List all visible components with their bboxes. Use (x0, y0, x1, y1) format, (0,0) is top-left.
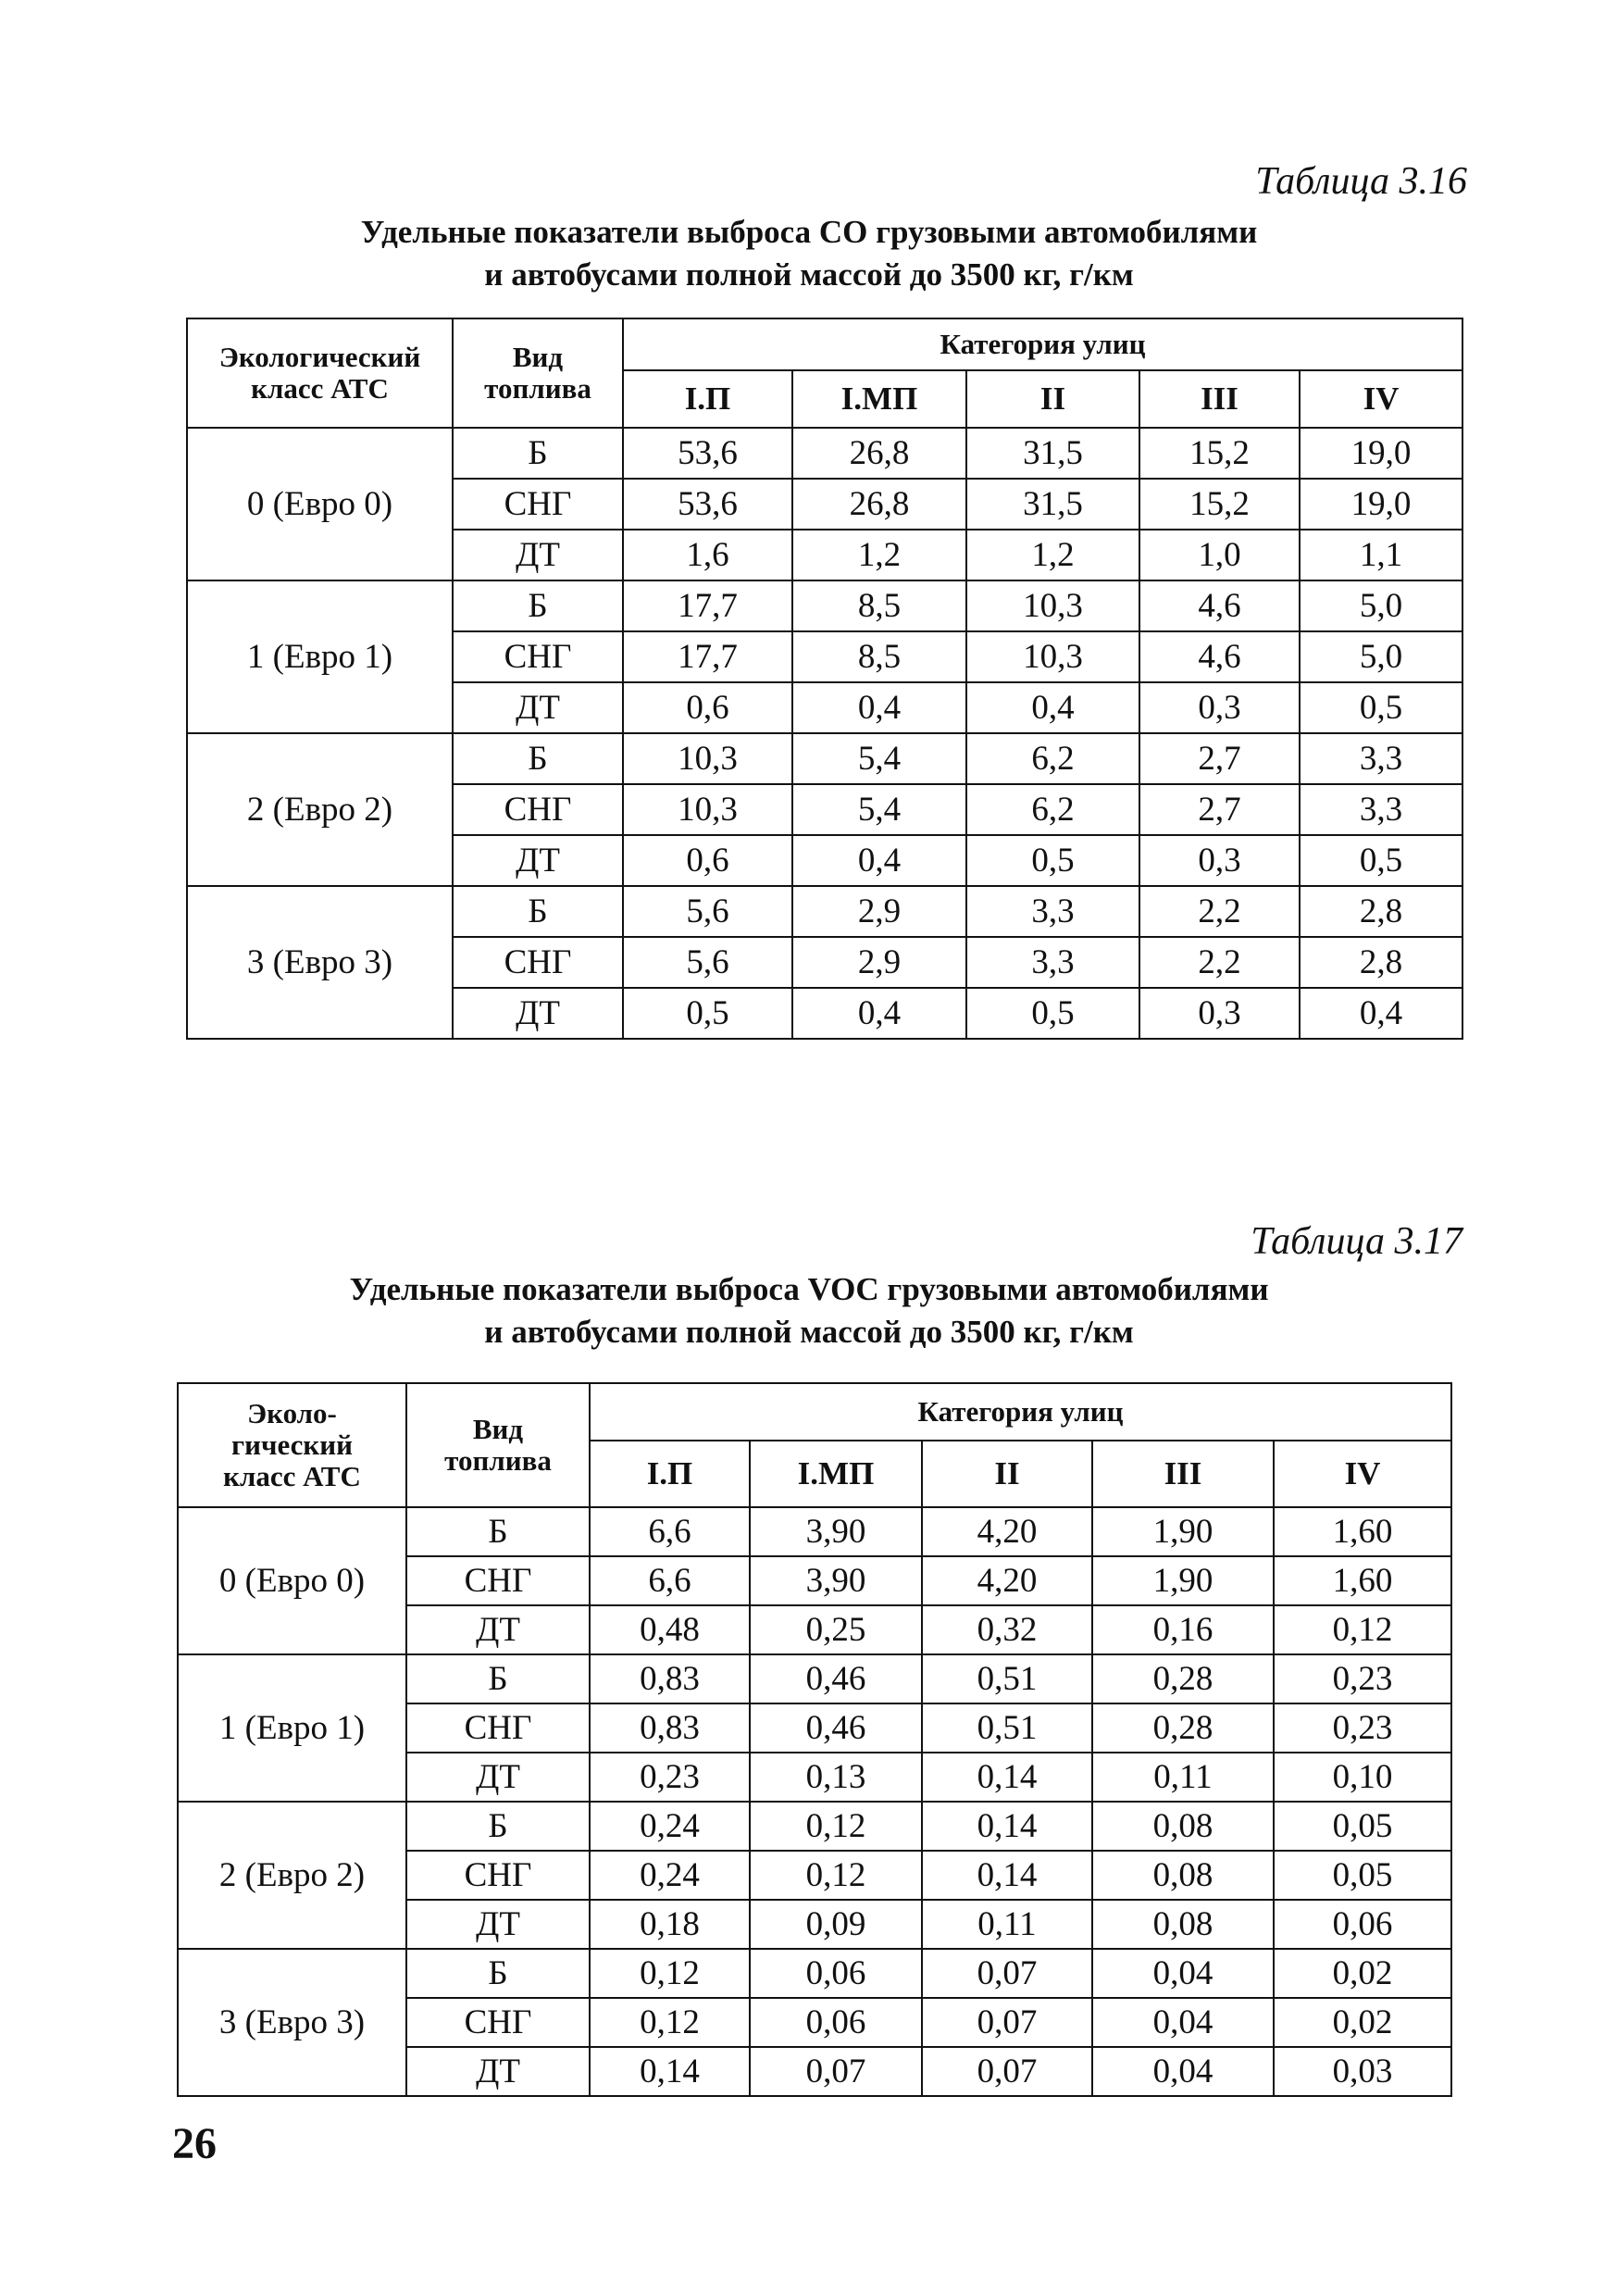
value-cell: 2,8 (1300, 886, 1462, 937)
value-cell: 0,4 (792, 988, 966, 1039)
value-cell: 0,11 (1092, 1753, 1274, 1802)
value-cell: 0,25 (750, 1605, 922, 1654)
fuel-type-cell: Б (453, 886, 623, 937)
eco-class-cell: 3 (Евро 3) (178, 1949, 406, 2096)
value-cell: 0,16 (1092, 1605, 1274, 1654)
value-cell: 0,08 (1092, 1900, 1274, 1949)
fuel-type-cell: СНГ (406, 1703, 590, 1753)
header-eco-class-line: класс АТС (223, 1460, 361, 1492)
value-cell: 6,2 (966, 733, 1139, 784)
fuel-type-cell: СНГ (406, 1998, 590, 2047)
table-title-line: Удельные показатели выброса СО грузовыми автомобилями (360, 214, 1258, 250)
table-body (178, 1507, 1451, 2096)
table-title-line: и автобусами полной массой до 3500 кг, г/км (484, 1314, 1134, 1350)
value-cell: 0,07 (922, 1998, 1092, 2047)
value-cell: 8,5 (792, 631, 966, 682)
table-row (178, 1802, 1451, 1851)
value-cell: 0,08 (1092, 1802, 1274, 1851)
value-cell: 1,0 (1139, 530, 1300, 580)
value-cell: 26,8 (792, 428, 966, 479)
value-cell: 0,13 (750, 1753, 922, 1802)
value-cell: 6,6 (590, 1507, 750, 1556)
fuel-type-cell: ДТ (406, 2047, 590, 2096)
subheader-cell: I.МП (792, 370, 966, 428)
header-eco-class-line: Экологический (218, 341, 421, 373)
value-cell: 0,4 (792, 835, 966, 886)
table-label: Таблица 3.17 (1251, 1220, 1462, 1263)
header-eco-class-line: Эколо- (247, 1397, 337, 1429)
fuel-type-cell: Б (406, 1802, 590, 1851)
value-cell: 0,3 (1139, 988, 1300, 1039)
fuel-type-cell: СНГ (453, 937, 623, 988)
fuel-type-cell: Б (453, 580, 623, 631)
value-cell: 0,05 (1274, 1851, 1451, 1900)
value-cell: 0,12 (750, 1802, 922, 1851)
value-cell: 2,7 (1139, 733, 1300, 784)
value-cell: 0,04 (1092, 1949, 1274, 1998)
header-fuel-type-line: топлива (484, 372, 591, 405)
value-cell: 3,3 (966, 886, 1139, 937)
table-row (187, 428, 1462, 479)
value-cell: 0,24 (590, 1851, 750, 1900)
value-cell: 6,6 (590, 1556, 750, 1605)
value-cell: 0,48 (590, 1605, 750, 1654)
fuel-type-cell: СНГ (406, 1851, 590, 1900)
value-cell: 0,14 (922, 1753, 1092, 1802)
fuel-type-cell: СНГ (453, 479, 623, 530)
value-cell: 1,60 (1274, 1507, 1451, 1556)
value-cell: 4,6 (1139, 580, 1300, 631)
value-cell: 0,06 (750, 1949, 922, 1998)
value-cell: 0,5 (966, 835, 1139, 886)
value-cell: 0,83 (590, 1703, 750, 1753)
header-eco-class (178, 1383, 406, 1507)
value-cell: 15,2 (1139, 428, 1300, 479)
table-title (0, 211, 1618, 296)
value-cell: 15,2 (1139, 479, 1300, 530)
value-cell: 0,3 (1139, 682, 1300, 733)
value-cell: 0,23 (1274, 1654, 1451, 1703)
fuel-type-cell: ДТ (453, 988, 623, 1039)
value-cell: 5,6 (623, 937, 792, 988)
table-row (187, 886, 1462, 937)
value-cell: 10,3 (623, 784, 792, 835)
value-cell: 0,5 (623, 988, 792, 1039)
value-cell: 0,04 (1092, 1998, 1274, 2047)
subheader-cell: I.МП (750, 1441, 922, 1507)
value-cell: 1,90 (1092, 1556, 1274, 1605)
value-cell: 10,3 (966, 631, 1139, 682)
header-eco-class-line: класс АТС (251, 372, 389, 405)
value-cell: 0,06 (1274, 1900, 1451, 1949)
value-cell: 5,4 (792, 733, 966, 784)
value-cell: 0,4 (966, 682, 1139, 733)
value-cell: 1,90 (1092, 1507, 1274, 1556)
value-cell: 19,0 (1300, 428, 1462, 479)
value-cell: 0,12 (750, 1851, 922, 1900)
value-cell: 0,14 (922, 1802, 1092, 1851)
value-cell: 1,2 (792, 530, 966, 580)
value-cell: 0,6 (623, 835, 792, 886)
value-cell: 0,24 (590, 1802, 750, 1851)
subheader-cell: III (1139, 370, 1300, 428)
eco-class-cell: 3 (Евро 3) (187, 886, 453, 1039)
value-cell: 17,7 (623, 631, 792, 682)
fuel-type-cell: Б (406, 1654, 590, 1703)
value-cell: 5,4 (792, 784, 966, 835)
value-cell: 2,9 (792, 937, 966, 988)
value-cell: 2,7 (1139, 784, 1300, 835)
value-cell: 2,8 (1300, 937, 1462, 988)
value-cell: 0,28 (1092, 1654, 1274, 1703)
fuel-type-cell: Б (406, 1507, 590, 1556)
header-fuel-type-line: Вид (472, 1413, 524, 1445)
value-cell: 0,05 (1274, 1802, 1451, 1851)
header-eco-class-line: гический (231, 1429, 353, 1461)
subheader-cell: I.П (623, 370, 792, 428)
value-cell: 17,7 (623, 580, 792, 631)
value-cell: 0,12 (590, 1998, 750, 2047)
table-row (187, 733, 1462, 784)
value-cell: 0,10 (1274, 1753, 1451, 1802)
value-cell: 0,11 (922, 1900, 1092, 1949)
fuel-type-cell: ДТ (406, 1753, 590, 1802)
value-cell: 0,6 (623, 682, 792, 733)
header-fuel-type-line: Вид (512, 341, 564, 373)
header-street-category: Категория улиц (590, 1383, 1451, 1441)
value-cell: 0,28 (1092, 1703, 1274, 1753)
value-cell: 1,6 (623, 530, 792, 580)
value-cell: 5,0 (1300, 580, 1462, 631)
header-fuel-type-line: топлива (444, 1444, 552, 1477)
value-cell: 0,04 (1092, 2047, 1274, 2096)
fuel-type-cell: СНГ (453, 631, 623, 682)
value-cell: 0,32 (922, 1605, 1092, 1654)
fuel-type-cell: Б (453, 733, 623, 784)
value-cell: 31,5 (966, 479, 1139, 530)
table-row (178, 1654, 1451, 1703)
value-cell: 0,09 (750, 1900, 922, 1949)
table-title (0, 1268, 1618, 1354)
value-cell: 0,12 (1274, 1605, 1451, 1654)
value-cell: 0,23 (590, 1753, 750, 1802)
value-cell: 2,2 (1139, 937, 1300, 988)
value-cell: 0,02 (1274, 1998, 1451, 2047)
value-cell: 0,12 (590, 1949, 750, 1998)
value-cell: 0,14 (922, 1851, 1092, 1900)
value-cell: 0,83 (590, 1654, 750, 1703)
value-cell: 0,4 (1300, 988, 1462, 1039)
subheader-cell: I.П (590, 1441, 750, 1507)
value-cell: 4,20 (922, 1507, 1092, 1556)
value-cell: 5,6 (623, 886, 792, 937)
value-cell: 0,07 (922, 1949, 1092, 1998)
value-cell: 4,20 (922, 1556, 1092, 1605)
table-row (187, 580, 1462, 631)
value-cell: 0,02 (1274, 1949, 1451, 1998)
table-label: Таблица 3.16 (1255, 160, 1467, 203)
subheader-cell: II (966, 370, 1139, 428)
value-cell: 0,46 (750, 1654, 922, 1703)
table-title-line: Удельные показатели выброса VOC грузовыми автомобилями (349, 1271, 1269, 1307)
value-cell: 2,2 (1139, 886, 1300, 937)
value-cell: 1,2 (966, 530, 1139, 580)
value-cell: 0,18 (590, 1900, 750, 1949)
value-cell: 0,4 (792, 682, 966, 733)
value-cell: 3,90 (750, 1507, 922, 1556)
value-cell: 1,1 (1300, 530, 1462, 580)
subheader-cell: IV (1274, 1441, 1451, 1507)
value-cell: 0,07 (922, 2047, 1092, 2096)
value-cell: 3,3 (1300, 784, 1462, 835)
value-cell: 8,5 (792, 580, 966, 631)
fuel-type-cell: СНГ (406, 1556, 590, 1605)
value-cell: 31,5 (966, 428, 1139, 479)
value-cell: 0,06 (750, 1998, 922, 2047)
value-cell: 1,60 (1274, 1556, 1451, 1605)
fuel-type-cell: ДТ (453, 530, 623, 580)
eco-class-cell: 1 (Евро 1) (187, 580, 453, 733)
value-cell: 3,3 (966, 937, 1139, 988)
value-cell: 53,6 (623, 428, 792, 479)
value-cell: 0,07 (750, 2047, 922, 2096)
value-cell: 19,0 (1300, 479, 1462, 530)
value-cell: 10,3 (623, 733, 792, 784)
value-cell: 0,46 (750, 1703, 922, 1753)
value-cell: 0,51 (922, 1654, 1092, 1703)
fuel-type-cell: Б (453, 428, 623, 479)
page-number: 26 (172, 2119, 217, 2168)
table-title-line: и автобусами полной массой до 3500 кг, г/км (484, 256, 1134, 293)
table-row (178, 1949, 1451, 1998)
subheader-cell: IV (1300, 370, 1462, 428)
value-cell: 3,3 (1300, 733, 1462, 784)
value-cell: 4,6 (1139, 631, 1300, 682)
table-body (187, 428, 1462, 1039)
value-cell: 0,5 (1300, 835, 1462, 886)
subheader-cell: II (922, 1441, 1092, 1507)
value-cell: 0,51 (922, 1703, 1092, 1753)
header-fuel-type (406, 1383, 590, 1507)
value-cell: 6,2 (966, 784, 1139, 835)
fuel-type-cell: Б (406, 1949, 590, 1998)
eco-class-cell: 0 (Евро 0) (187, 428, 453, 580)
subheader-cell: III (1092, 1441, 1274, 1507)
header-eco-class (187, 318, 453, 428)
value-cell: 0,03 (1274, 2047, 1451, 2096)
value-cell: 26,8 (792, 479, 966, 530)
fuel-type-cell: ДТ (406, 1900, 590, 1949)
value-cell: 0,14 (590, 2047, 750, 2096)
value-cell: 0,5 (966, 988, 1139, 1039)
value-cell: 5,0 (1300, 631, 1462, 682)
voc-emissions-table (177, 1382, 1452, 2097)
fuel-type-cell: ДТ (406, 1605, 590, 1654)
header-row (187, 318, 1462, 370)
fuel-type-cell: ДТ (453, 835, 623, 886)
eco-class-cell: 2 (Евро 2) (178, 1802, 406, 1949)
value-cell: 0,5 (1300, 682, 1462, 733)
co-emissions-table (186, 318, 1463, 1040)
fuel-type-cell: ДТ (453, 682, 623, 733)
eco-class-cell: 1 (Евро 1) (178, 1654, 406, 1802)
value-cell: 2,9 (792, 886, 966, 937)
header-row (178, 1383, 1451, 1441)
value-cell: 3,90 (750, 1556, 922, 1605)
value-cell: 0,08 (1092, 1851, 1274, 1900)
value-cell: 10,3 (966, 580, 1139, 631)
value-cell: 0,3 (1139, 835, 1300, 886)
header-street-category: Категория улиц (623, 318, 1462, 370)
fuel-type-cell: СНГ (453, 784, 623, 835)
header-fuel-type (453, 318, 623, 428)
table-row (178, 1507, 1451, 1556)
value-cell: 53,6 (623, 479, 792, 530)
eco-class-cell: 0 (Евро 0) (178, 1507, 406, 1654)
value-cell: 0,23 (1274, 1703, 1451, 1753)
eco-class-cell: 2 (Евро 2) (187, 733, 453, 886)
